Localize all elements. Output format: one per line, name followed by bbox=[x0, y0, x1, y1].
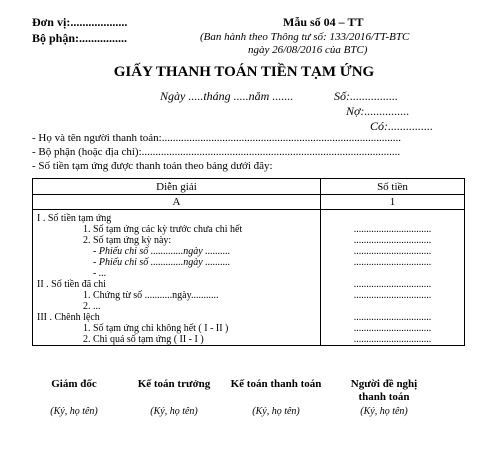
column-code-a: A bbox=[33, 195, 321, 210]
table-row bbox=[33, 279, 465, 290]
row-amount: ............................... bbox=[321, 246, 465, 257]
form-number: Mẫu số 04 – TT bbox=[283, 15, 364, 29]
column-code-1: 1 bbox=[321, 195, 465, 210]
row-description: III . Chênh lệch bbox=[33, 312, 321, 323]
document-number: Số:................ bbox=[334, 89, 398, 103]
date-line: Ngày .....tháng .....năm ....... bbox=[160, 89, 294, 103]
table-row bbox=[33, 290, 465, 301]
table-row bbox=[33, 224, 465, 235]
table-row bbox=[33, 257, 465, 268]
row-amount: ............................... bbox=[321, 290, 465, 301]
signature-note: (Ký, họ tên) bbox=[252, 406, 300, 417]
debit-account: Nợ:............... bbox=[346, 104, 410, 118]
document-title: GIẤY THANH TOÁN TIỀN TẠM ỨNG bbox=[113, 64, 375, 80]
table-row bbox=[33, 246, 465, 257]
row-amount: ............................... bbox=[321, 334, 465, 346]
row-amount: ............................... bbox=[321, 323, 465, 334]
signature-role-line-2: thanh toán bbox=[358, 391, 410, 403]
row-description: 2. ... bbox=[33, 301, 321, 312]
credit-account: Có:............... bbox=[370, 119, 433, 133]
row-amount: ............................... bbox=[321, 257, 465, 268]
table-row bbox=[33, 210, 465, 225]
row-description: - Phiếu chi số .............ngày .......... bbox=[33, 246, 321, 257]
issued-by-line-2: ngày 26/08/2016 của BTC) bbox=[248, 44, 368, 56]
table-row bbox=[33, 268, 465, 279]
row-description: - ... bbox=[33, 268, 321, 279]
signature-role: Người đề nghị bbox=[350, 378, 418, 390]
row-description: II . Số tiền đã chi bbox=[33, 279, 321, 290]
signature-role: Kế toán thanh toán bbox=[230, 378, 322, 390]
row-description: 1. Số tạm ứng chi không hết ( I - II ) bbox=[33, 323, 321, 334]
table-row bbox=[33, 312, 465, 323]
signature-note: (Ký, họ tên) bbox=[360, 406, 408, 417]
table-header-row bbox=[33, 179, 465, 195]
signature-note: (Ký, họ tên) bbox=[50, 406, 98, 417]
department-address-field: - Bộ phận (hoặc địa chỉ):.............................................................................................. bbox=[32, 146, 401, 158]
row-amount: ............................... bbox=[321, 235, 465, 246]
table-row bbox=[33, 301, 465, 312]
row-description: I . Số tiền tạm ứng bbox=[33, 210, 321, 225]
row-amount bbox=[321, 268, 465, 279]
row-amount bbox=[321, 301, 465, 312]
table-row bbox=[33, 323, 465, 334]
table-subheader-row bbox=[33, 195, 465, 210]
row-amount bbox=[321, 210, 465, 225]
row-amount: ............................... bbox=[321, 279, 465, 290]
settlement-table bbox=[32, 178, 465, 346]
row-description: 2. Chi quá số tạm ứng ( II - I ) bbox=[33, 334, 321, 346]
unit-label: Đơn vị:................... bbox=[32, 15, 128, 29]
column-header-description: Diễn giải bbox=[33, 179, 321, 195]
row-description: - Phiếu chi số .............ngày .......... bbox=[33, 257, 321, 268]
signature-role: Kế toán trưởng bbox=[137, 378, 211, 390]
issued-by-line-1: (Ban hành theo Thông tư số: 133/2016/TT-BTC bbox=[200, 31, 410, 43]
advance-amount-intro: - Số tiền tạm ứng được thanh toán theo bảng dưới đây: bbox=[32, 160, 273, 172]
table-row bbox=[33, 235, 465, 246]
column-header-amount: Số tiền bbox=[321, 179, 465, 195]
signature-note: (Ký, họ tên) bbox=[150, 406, 198, 417]
row-description: 1. Số tạm ứng các kỳ trước chưa chi hết bbox=[33, 224, 321, 235]
row-description: 2. Số tạm ứng kỳ này: bbox=[33, 235, 321, 246]
row-description: 1. Chứng từ số ...........ngày........... bbox=[33, 290, 321, 301]
row-amount: ............................... bbox=[321, 312, 465, 323]
row-amount: ............................... bbox=[321, 224, 465, 235]
signature-role: Giám đốc bbox=[51, 378, 97, 390]
table-row bbox=[33, 334, 465, 346]
payer-name-field: - Họ và tên người thanh toán:....................................................................................... bbox=[32, 132, 401, 144]
department-label: Bộ phận:................ bbox=[32, 31, 128, 45]
